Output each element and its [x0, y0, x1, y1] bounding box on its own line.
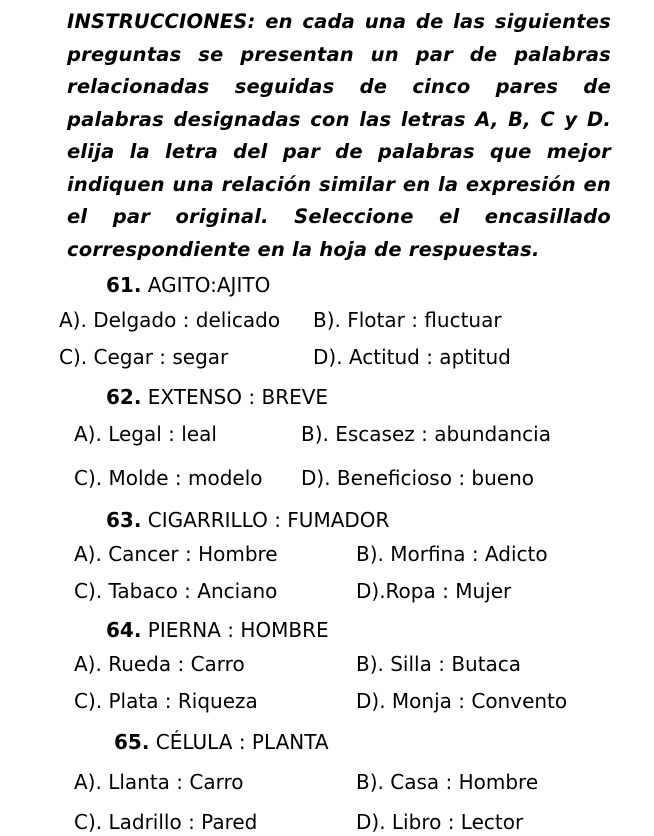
question-61-option-c[interactable]: C). Cegar : segar: [59, 345, 229, 369]
question-63-option-c[interactable]: C). Tabaco : Anciano: [74, 579, 278, 603]
question-64-option-d[interactable]: D). Monja : Convento: [356, 689, 568, 713]
question-65-option-b[interactable]: B). Casa : Hombre: [356, 770, 539, 794]
question-61-option-b[interactable]: B). Flotar : fluctuar: [313, 308, 502, 332]
instructions-paragraph: INSTRUCCIONES: en cada una de las siguientes preguntas se presentan un par de palabras relacionadas seguidas de cinco pares de palabras designadas con las letras A, B, C y D. elija la letra del par de palabras que mejor indiquen una relación similar en la expresión en el par original. Seleccione el encasillado correspondiente en la hoja de respuestas.: [67, 10, 611, 261]
question-63-option-d[interactable]: D).Ropa : Mujer: [356, 579, 512, 603]
question-65-title: [114, 729, 329, 755]
question-62-option-b[interactable]: B). Escasez : abundancia: [301, 422, 551, 446]
question-number: 63.: [106, 508, 142, 532]
question-62-option-d[interactable]: D). Beneficioso : bueno: [301, 466, 535, 490]
question-64-title: [106, 617, 329, 643]
question-61-option-a[interactable]: A). Delgado : delicado: [59, 308, 281, 332]
question-64-option-c[interactable]: C). Plata : Riqueza: [74, 689, 258, 713]
question-61-option-d[interactable]: D). Actitud : aptitud: [313, 345, 511, 369]
question-pair: PIERNA : HOMBRE: [147, 618, 329, 642]
question-64-option-a[interactable]: A). Rueda : Carro: [74, 652, 245, 676]
question-number: 61.: [106, 273, 142, 297]
question-pair: CIGARRILLO : FUMADOR: [147, 508, 390, 532]
question-65-option-a[interactable]: A). Llanta : Carro: [74, 770, 244, 794]
question-pair: AGITO:AJITO: [147, 273, 271, 297]
question-62-option-a[interactable]: A). Legal : leal: [74, 422, 217, 446]
question-number: 65.: [114, 730, 150, 754]
question-pair: EXTENSO : BREVE: [147, 385, 329, 409]
question-pair: CÉLULA : PLANTA: [155, 730, 329, 754]
question-63-title: [106, 507, 389, 533]
question-number: 64.: [106, 618, 142, 642]
question-63-option-a[interactable]: A). Cancer : Hombre: [74, 542, 278, 566]
question-64-option-b[interactable]: B). Silla : Butaca: [356, 652, 522, 676]
question-61-title: [106, 272, 270, 298]
question-65-option-c[interactable]: C). Ladrillo : Pared: [74, 810, 258, 834]
question-62-title: [106, 384, 328, 410]
question-62-option-c[interactable]: C). Molde : modelo: [74, 466, 263, 490]
question-65-option-d[interactable]: D). Libro : Lector: [356, 810, 524, 834]
question-number: 62.: [106, 385, 142, 409]
question-63-option-b[interactable]: B). Morfina : Adicto: [356, 542, 548, 566]
